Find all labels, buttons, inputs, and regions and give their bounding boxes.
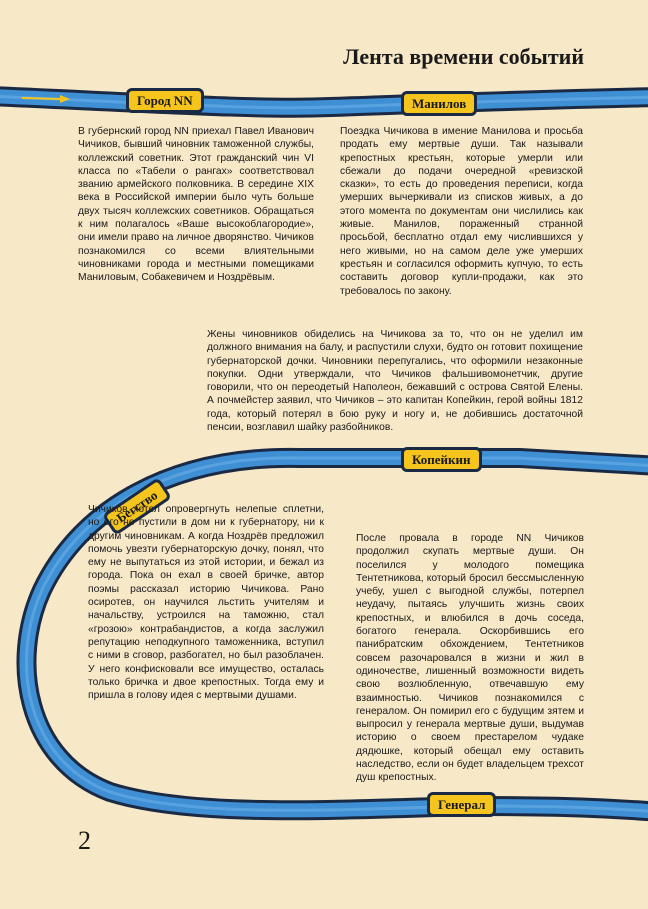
text-city-nn: В губернский город NN приехал Павел Иванович Чичиков, бывший чиновник таможенной службы, коллежский советник. Этот гражданский чин VI класса по «Табели о рангах» соответствовал званию армейского полковника. В середине XIX века в Российской империи было чуть больше двух тысяч коллежских советников. Обращаться к ним полагалось «Ваше высокоблагородие», они имели право на личное дворянство. Чичиков познакомился со всеми влиятельными чиновниками города и местными помещиками Маниловым, Собакевичем и Ноздрёвым. [78,126,314,284]
label-escape: Бегство [102,477,172,536]
text-kopeikin: Жены чиновников обиделись на Чичикова за то, что он не уделил им должного внимания на балу, и распустили слухи, будто он готовит похищение губернаторской дочки. Чиновники перепугались, что оформили незаконные покупки. Одни утверждали, что Чичиков фальшивомонетчик, другие говорили, что он переодетый Наполеон, бежавший с острова Святой Елены. А почмейстер заявил, что Чичиков – это капитан Копейкин, герой войны 1812 года, который потерял в бою руку и ногу и, не добившись достаточной пенсии, возглавил шайку разбойников. [207,329,583,434]
text-escape: Чичиков хотел опровергнуть нелепые сплетни, но его не пустили в дом ни к губернатору, ни к другим чиновникам. А когда Ноздрёв предложил помочь увезти губернаторскую дочку, понял, что ему не выпутаться из этой истории, и бежал из города. Пока он ехал в своей бричке, автор поэмы рассказал историю Чичикова. Рано осиротев, он научился льстить учителям и начальству, устроился на таможню, стал «грозою» контрабандистов, а когда заслужил репутацию неподкупного таможенника, вступил с ними в сговор, разбогател, но был разоблачен. У него конфисковали все имущество, осталась только бричка и двое крепостных. Тогда ему и пришла в голову идея с мертвыми душами. [88,504,324,702]
label-manilov: Манилов [401,91,477,116]
label-city-nn: Город NN [126,88,204,113]
label-kopeikin: Копейкин [401,447,482,472]
page-title: Лента времени событий [343,44,584,69]
label-general: Генерал [427,792,496,817]
text-general: После провала в городе NN Чичиков продолжил скупать мертвые души. Он поселился у молодого помещика Тентетникова, который бросил бессмысленную учебу, ушел с выгодной службы, потерпел неудачу, пытаясь улучшить жизнь своих крепостных, и влюбился в дочь соседа, богатого генерала. Оскорбившись его панибратским обхождением, Тентетников совсем разочаровался в жизни и жил в одиночестве, лишенный возможности видеть свою возлюбленную, отвечавшую ему взаимностью. Чичиков познакомился с генералом. Он помирил его с будущим зятем и выпросил у генерала мертвые души, выдумав историю о своем престарелом чудаке дядюшке, который обещал ему оставить наследство, если он будет владельцем трехсот душ крепостных. [356,533,584,784]
text-manilov: Поездка Чичикова в имение Манилова и просьба продать ему мертвые души. Так называли крепостных крестьян, которые умерли или сбежали до подачи очередной «ревизской сказки», то есть до проведения переписи, когда умерших вычеркивали из списков живых, а до этого момента по документам они числились как живые. Манилов, пораженный странной просьбой, бесплатно отдал ему числившихся у него живыми, но на самом деле уже умерших крестьян и согласился оформить купчую, то есть составить договор купли-продажи, как это требовалось по закону. [340,126,583,297]
page-number: 2 [78,826,91,855]
